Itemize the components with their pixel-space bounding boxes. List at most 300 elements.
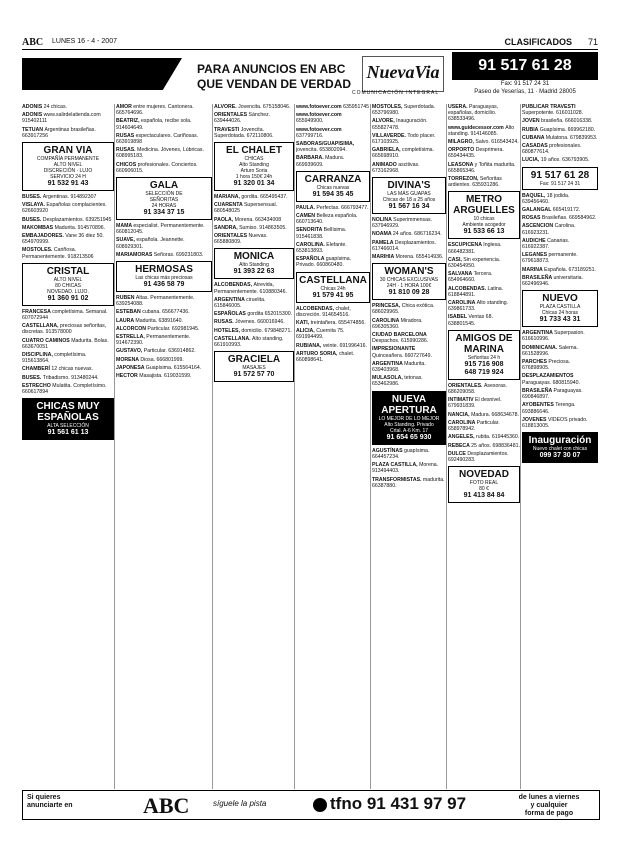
ad-line: Fax: 91 517 24 31 — [539, 180, 581, 187]
entry-heading: MARIAMORAS — [116, 251, 154, 258]
entry-text: Superimmensas. 637946929. — [372, 217, 433, 230]
entry-text: Altas. Permanentemente. 639254088. — [116, 295, 195, 308]
entry-text: brasileña. 666016338. — [541, 118, 593, 125]
classified-entry — [214, 319, 294, 325]
classified-entry — [372, 217, 446, 229]
entry-heading: KATI, — [296, 320, 311, 327]
column-rule — [212, 104, 213, 789]
classified-entry — [522, 388, 598, 400]
entry-text: Guapísima. 615564164. — [145, 364, 202, 371]
classified-entry — [116, 252, 212, 258]
display-ad-box — [448, 330, 520, 380]
entry-heading: ORIENTALES — [214, 112, 249, 119]
ad-line: SERVICIO 24 H — [50, 174, 86, 181]
entry-text: Desprimera. 659434435. — [448, 147, 504, 160]
entry-heading: JOVEN — [522, 118, 542, 125]
ad-line: 80 CHICAS — [55, 282, 81, 289]
entry-heading: ARTURO SORIA, — [296, 350, 339, 357]
entry-heading: SALVANA — [448, 271, 474, 278]
footer-phone — [313, 794, 466, 814]
ad-title: CRISTAL — [46, 265, 90, 277]
entry-heading: JOVENES — [522, 416, 548, 423]
entry-heading: AGUSTÍNAS — [372, 447, 404, 454]
classified-entry — [448, 383, 520, 395]
classified-entry — [296, 227, 370, 239]
entry-text: Alto standing. 639861733. — [448, 300, 509, 313]
entry-heading: CHICOS — [116, 161, 138, 168]
classified-entry — [522, 193, 598, 205]
column-rule — [114, 104, 115, 789]
entry-text: gordita 652015300. — [247, 311, 293, 318]
entry-heading: BEATRIZ, — [116, 118, 141, 125]
classified-entry — [522, 373, 598, 385]
entry-heading: NOLINA — [372, 217, 394, 224]
entry-heading: MARIHIA — [372, 254, 396, 261]
classified-entry — [116, 162, 212, 174]
classified-entry — [448, 451, 520, 463]
entry-text: 18 jodida. 639456460. — [522, 192, 570, 205]
entry-text: 25 años. 698836481. — [471, 442, 520, 449]
classified-entry — [116, 133, 212, 145]
ad-line: Alto Standing — [239, 262, 269, 269]
entry-text: Despachos. 615990286. — [372, 338, 429, 345]
entry-text: Morena. 913494403. — [372, 462, 439, 475]
classified-entry — [448, 104, 520, 123]
entry-text: 635951745 — [343, 104, 370, 110]
entry-text: 637799716. — [296, 132, 324, 139]
entry-heading: CUBANA — [522, 134, 546, 141]
agency-logo: NuevaVia — [362, 56, 444, 92]
ad-phone: 91 334 37 15 — [143, 209, 185, 217]
display-ad-box — [448, 191, 520, 239]
entry-text: Madura. 668634678. — [471, 411, 519, 418]
entry-text: chalet, discreción. 914654516. — [296, 305, 351, 318]
display-ad-box — [214, 351, 294, 382]
classified-entry — [116, 104, 212, 116]
ad-phone: 91 393 22 63 — [233, 268, 275, 276]
display-ad-box — [22, 398, 114, 440]
entry-text: completísima. 915613864. — [22, 352, 87, 365]
entry-text: Paraguayas, españolas, domicilio. 638533496. — [448, 104, 499, 123]
classified-entry — [372, 462, 446, 474]
entry-heading: CAROLINA — [372, 317, 401, 324]
ad-line: MASAJES — [242, 365, 266, 372]
ad-line: Chicas 24 horas — [541, 310, 579, 317]
display-ad-box — [522, 432, 598, 463]
entry-text: entre mujeres. Cantonera. 665764696. — [116, 104, 194, 117]
ad-line: Alto Standing. Privado — [384, 421, 434, 428]
classified-entry — [296, 213, 370, 225]
entry-text: Española. 673189251. — [544, 266, 596, 273]
ad-line: 24 HORAS — [151, 203, 177, 210]
classified-entry — [116, 295, 212, 307]
entry-text: madurita. 66387880. — [372, 476, 445, 489]
entry-heading: VISLAYA. — [22, 202, 47, 209]
ad-title: CASTELLANA — [299, 274, 367, 286]
entry-text: Jovencita. 675158046. — [238, 104, 291, 110]
classified-entry — [522, 127, 598, 133]
entry-text: Desplazamientos. 639251945 — [42, 216, 112, 223]
entry-text: Particular. 636914862. — [143, 348, 196, 355]
classified-entry — [522, 135, 598, 141]
entry-text: Carolina. 616923231. — [522, 223, 576, 236]
ad-line: Señoritas 24 h — [467, 354, 501, 361]
classified-entry — [522, 207, 598, 213]
entry-heading: LEGANES — [522, 252, 549, 259]
classified-entry — [522, 267, 598, 273]
footer-brand: ABC — [143, 793, 190, 818]
entry-text: Terenga. 693886646. — [522, 402, 576, 415]
classified-entry — [296, 205, 370, 211]
classified-entry — [372, 477, 446, 489]
entry-text: Perfectas. 666793477. — [316, 204, 369, 211]
ad-title: NOVEDAD — [458, 469, 509, 481]
entry-heading: TETUAN — [22, 126, 45, 133]
footer-phone-text: tfno 91 431 97 97 — [330, 794, 467, 813]
classified-entry — [214, 336, 294, 348]
ad-title: MONICA — [233, 251, 275, 263]
entry-heading: PUBLICAR TRAVESTI — [522, 104, 576, 110]
classified-entry — [214, 194, 294, 200]
entry-text: Ventas 68. 638801545. — [448, 314, 493, 327]
issue-date: LUNES 16 - 4 - 2007 — [52, 38, 117, 45]
entry-text: www.salirdelatienda.com 915402111 — [22, 112, 101, 125]
classified-column-3 — [214, 104, 294, 789]
classified-entry — [372, 118, 446, 130]
classified-entry — [448, 242, 520, 254]
ad-line: Alto Standing — [239, 162, 269, 169]
banner-line-2: QUE VENDAN DE VERDAD — [197, 77, 352, 91]
entry-heading: ANGELES, — [448, 434, 476, 441]
top-ad-banner — [22, 52, 598, 98]
classified-entry — [522, 345, 598, 357]
entry-text: especialist. Permanentemente. 660812045. — [116, 223, 205, 236]
display-ad-box — [22, 142, 114, 191]
entry-heading: ESTRELLA, — [116, 334, 147, 341]
ad-title: GRAN VIA — [43, 145, 93, 157]
entry-text: Argentinas brasileñas. 663917256 — [22, 126, 96, 139]
entry-text: española. Jeannette. 608929301. — [116, 237, 185, 250]
classified-entry — [296, 351, 370, 363]
entry-heading: ADONIS — [22, 112, 44, 119]
entry-heading: www.fotoever.com — [296, 104, 344, 110]
entry-heading: RUBIANA, — [296, 342, 323, 349]
classified-entry — [214, 225, 294, 231]
classified-entry — [448, 397, 520, 409]
entry-heading: SENORITA — [296, 227, 324, 234]
display-ad-box — [116, 177, 212, 220]
entry-heading: ALCOBENDAS, — [296, 305, 336, 312]
entry-text: Señoras. 699231803. — [153, 251, 204, 258]
ad-line: LO MEJOR DE LO MEJOR — [378, 415, 440, 422]
entry-text: Alto standing. 914146085. — [448, 124, 515, 137]
ad-phone: 91 654 65 930 — [386, 433, 432, 441]
entry-text: Particular. 692981945. — [147, 325, 200, 332]
entry-text: 655949900. — [296, 118, 324, 125]
entry-text: 24 chicas. — [43, 104, 67, 110]
entry-text: rubita. 619445360. — [475, 434, 520, 441]
entry-text: Madurita. 914570896. — [54, 224, 106, 231]
entry-heading: SUAVE, — [116, 237, 137, 244]
ad-title: AMIGOS DE MARINA — [455, 332, 513, 355]
ad-phone: 91 533 66 13 — [463, 228, 505, 236]
display-ad-box — [372, 177, 446, 214]
entry-heading: MARINA — [522, 266, 544, 273]
ad-line: LAS MÁS GUAPAS — [387, 191, 431, 198]
entry-heading: MOSTOLES, — [372, 104, 404, 110]
banner-phone: 91 517 61 28 — [452, 52, 598, 80]
ad-line: COMPAÑÍA PERMANENTE — [36, 156, 100, 163]
entry-heading: GABRIELA, — [372, 147, 402, 154]
banner-fax: Fax: 91 517 24 31 — [500, 81, 550, 87]
entry-heading: CAROLINA — [448, 419, 477, 426]
classified-entry — [372, 133, 446, 145]
classified-entry — [22, 217, 114, 223]
entry-heading: ALCOBENDAS, — [214, 282, 254, 289]
ad-phone: 91 561 61 13 — [47, 429, 89, 437]
classified-entry — [448, 271, 520, 283]
ad-line: CHICAS — [244, 156, 264, 163]
entry-text: Mulatita. Completísimo. 660617894 — [22, 382, 107, 396]
entry-heading: DOMINICANA. — [522, 344, 559, 351]
entry-heading: PAULA. — [296, 204, 317, 211]
classified-entry — [448, 420, 520, 432]
classified-entry — [214, 297, 294, 309]
entry-heading: BARBARA. — [296, 155, 326, 162]
entry-text: veinte. 691996416. — [322, 342, 367, 349]
entry-text: Particular. 658978942. — [448, 419, 500, 433]
classified-entry — [214, 112, 294, 124]
classified-entry — [448, 412, 520, 418]
brand-logo: ABC — [22, 37, 44, 48]
entry-heading: ALCORCON — [116, 325, 148, 332]
entry-text: 665419172. — [552, 207, 581, 214]
entry-text: Superdotada. 653796980. — [372, 104, 436, 117]
ad-title: CHICAS MUY ESPAÑOLAS — [36, 401, 100, 424]
banner-address: Paseo de Yeserías, 11 · Madrid 28005 — [474, 89, 576, 95]
entry-heading: CIUDAD BARCELONA — [372, 332, 427, 339]
classified-entry — [22, 352, 114, 364]
classified-entry — [116, 118, 212, 130]
entry-heading: SABORAS/GUAPISIMA, — [296, 141, 355, 148]
display-ad-box — [296, 171, 370, 202]
entry-heading: ADONIS — [22, 104, 44, 110]
ad-phone: 91 532 91 43 — [47, 180, 89, 188]
entry-text: Supersensual. 680548025 — [214, 202, 278, 215]
classified-entry — [522, 215, 598, 221]
entry-heading: RUSAS. — [116, 147, 138, 154]
classified-entry — [448, 434, 520, 440]
entry-heading: ARGENTINA — [372, 360, 405, 367]
classified-entry — [214, 311, 294, 317]
entry-heading: NANCIA, — [448, 411, 472, 418]
classified-entry — [22, 366, 114, 372]
display-ad-box — [214, 142, 294, 191]
ad-line: Chicas de 18 a 25 años — [382, 197, 436, 204]
entry-heading: CASI, — [448, 256, 464, 263]
entry-heading: CASADAS — [522, 143, 550, 150]
entry-heading: MOSTOLES. — [22, 247, 54, 254]
entry-heading: HOTELES, — [214, 327, 242, 334]
entry-text: guapísima. 664457234. — [372, 447, 430, 460]
classified-entry — [448, 139, 520, 145]
entry-text: VIDEOS privado. 618813005. — [522, 416, 588, 429]
entry-heading: USERA. — [448, 104, 470, 110]
ad-line: Chicas 24h — [320, 285, 346, 292]
classified-entry — [448, 162, 520, 174]
entry-heading: PLAZA CASTILLA, — [372, 462, 420, 469]
classified-entry — [296, 343, 370, 349]
entry-text: ciruelita. 615846005. — [214, 296, 266, 310]
classified-entry — [522, 252, 598, 264]
entry-heading: ORIENTALES. — [448, 382, 484, 389]
entry-heading: CASTELLANA. — [214, 335, 253, 342]
ad-phone: 91 594 35 45 — [312, 190, 354, 198]
banner-line-1: PARA ANUNCIOS EN ABC — [197, 62, 346, 76]
entry-text: Masajista. 619031599. — [139, 373, 192, 380]
entry-text: Chica exótica. 686029965. — [372, 303, 435, 316]
entry-text: Cuernita 75. 691994499. — [296, 328, 345, 341]
ad-line: SELECCIÓN DE — [145, 191, 183, 198]
entry-text: Mulatona. 679839953. — [545, 134, 598, 141]
entry-text: Permanentemente. 914672390. — [116, 334, 191, 347]
classified-entry — [214, 127, 294, 139]
entry-text: Madura. 669939609. — [296, 155, 345, 168]
ad-title: Inauguración — [528, 435, 592, 447]
classified-entry — [522, 157, 598, 163]
entry-heading: ESTEBAN — [116, 309, 143, 316]
entry-heading: PRINCESA, — [372, 303, 402, 310]
entry-heading: ARGENTINA — [214, 296, 247, 303]
footer-right-line-3: forma de pago — [524, 810, 574, 817]
classified-entry — [522, 143, 598, 155]
classified-entry — [22, 383, 114, 395]
entry-text: Morena. 663434008 — [234, 216, 282, 223]
entry-heading: ANIMADO — [372, 161, 399, 168]
ad-line: FOTO REAL — [469, 480, 499, 487]
entry-heading: www.guidecessor.com — [448, 124, 506, 131]
entry-text: cubana. 656677436. — [142, 309, 190, 316]
entry-text: Bellísima. 915461838. — [296, 227, 347, 240]
entry-heading: CUARENTA — [214, 202, 244, 209]
entry-heading: ESPAÑOLAS — [214, 311, 248, 318]
column-rule — [370, 104, 371, 789]
ad-line: Las chicas más preciosas — [135, 275, 193, 282]
classified-entry — [522, 359, 598, 371]
entry-text: treintañera. 655474856. — [310, 320, 366, 327]
classified-entry — [296, 242, 370, 254]
entry-heading: SANDRA, — [214, 224, 240, 231]
entry-heading: BAQUEL, — [522, 192, 547, 199]
entry-heading: RUSAS — [116, 132, 136, 139]
entry-text: Salvo. 616543424. — [475, 139, 519, 146]
entry-text: Medicina. Jóvenes, Lúbricas. 608995183. — [116, 147, 204, 160]
entry-heading: INTIMATIV — [448, 397, 475, 404]
entry-heading: RUSAS. — [214, 319, 236, 326]
display-ad-box — [372, 391, 446, 445]
ad-line: 80 € — [479, 486, 489, 493]
entry-heading: FRANCESA — [22, 308, 53, 315]
ad-title: HERMOSAS — [135, 264, 193, 276]
classified-entry — [522, 275, 598, 287]
entry-heading: CASTELLANA, — [22, 323, 61, 330]
entry-heading: TORREZON, — [448, 176, 480, 183]
entry-text: Argentinas. 914892307 — [42, 194, 97, 201]
column-rule — [294, 104, 295, 789]
ad-title: 91 517 61 28 — [530, 169, 590, 181]
classified-entry — [448, 300, 520, 312]
ad-phone: 648 719 924 — [464, 368, 504, 376]
classified-entry — [296, 155, 370, 167]
classified-entry — [214, 104, 294, 110]
entry-text: Morena. 655414936. — [395, 254, 444, 261]
entry-text: Inglesa. 666482381. — [448, 242, 502, 255]
column-rule — [520, 104, 521, 789]
ad-title: GALA — [149, 180, 179, 192]
entry-heading: CAROLINA — [448, 300, 477, 307]
ad-phone: 91 810 09 28 — [388, 289, 430, 297]
ad-phone: 91 733 43 31 — [539, 316, 581, 324]
entry-text: Inauguración. 655827478. — [372, 118, 428, 131]
ad-line: ALTA SELECCIÓN — [47, 423, 89, 430]
entry-heading: MORENA — [116, 356, 141, 363]
ad-line: DISCRECIÓN · LUJO — [43, 168, 93, 175]
entry-text: profesionales. 680877614. — [522, 143, 582, 156]
classified-entry — [448, 125, 520, 137]
classified-entry — [296, 328, 370, 340]
entry-heading: www.fotoever.com — [296, 126, 342, 133]
entry-text: Desplazamientos. 617466014. — [372, 239, 436, 252]
entry-text: completísima. 665698910. — [372, 147, 434, 160]
entry-heading: RUBIA — [522, 126, 540, 133]
ad-line: Nuevo chalet con chicas — [532, 446, 588, 453]
entry-heading: ORPORTO — [448, 147, 476, 154]
entry-text: Belleza española. 660713640. — [296, 213, 358, 226]
classified-entry — [448, 286, 520, 298]
classified-entry — [22, 323, 114, 335]
classified-entry — [372, 318, 446, 330]
entry-heading: BUSES. — [22, 374, 43, 381]
entry-text: Asesoras. 686209058. — [448, 382, 508, 396]
entry-text: Señoritas ardientes. 635931286. — [448, 176, 502, 189]
entry-heading: MILAGRO, — [448, 139, 476, 146]
ad-phone: 91 360 91 02 — [47, 294, 89, 302]
classified-entry — [116, 365, 212, 371]
display-ad-box — [214, 248, 294, 279]
classified-entry — [214, 202, 294, 214]
classified-entry — [116, 318, 212, 324]
ad-phone: 099 37 30 07 — [539, 452, 581, 460]
entry-text: Sánchez. 639444026. — [214, 112, 271, 125]
entry-heading: ASCENCION — [522, 223, 555, 230]
entry-heading: LUCIA, — [522, 157, 541, 164]
classified-entry — [372, 231, 446, 237]
entry-text: Canarias. 616922387. — [522, 237, 570, 251]
entry-heading: HECTOR — [116, 373, 140, 380]
classified-entry — [22, 225, 114, 231]
entry-text: Sin experiencia. 630454950. — [448, 256, 501, 270]
footer-left-line-2: anunciarte en — [27, 802, 73, 809]
ad-line: Ambiente acogedor — [462, 222, 506, 229]
footer-right-text — [503, 794, 595, 818]
ad-phone: 91 413 84 84 — [463, 492, 505, 500]
entry-heading: PARCHES — [522, 359, 549, 366]
ad-title: METRO ARGUELLES — [453, 194, 515, 217]
entry-heading: BUSES. — [22, 194, 43, 201]
classified-entry — [116, 334, 212, 346]
entry-heading: CAMEN — [296, 213, 317, 220]
entry-heading: ISABEL — [448, 314, 469, 321]
